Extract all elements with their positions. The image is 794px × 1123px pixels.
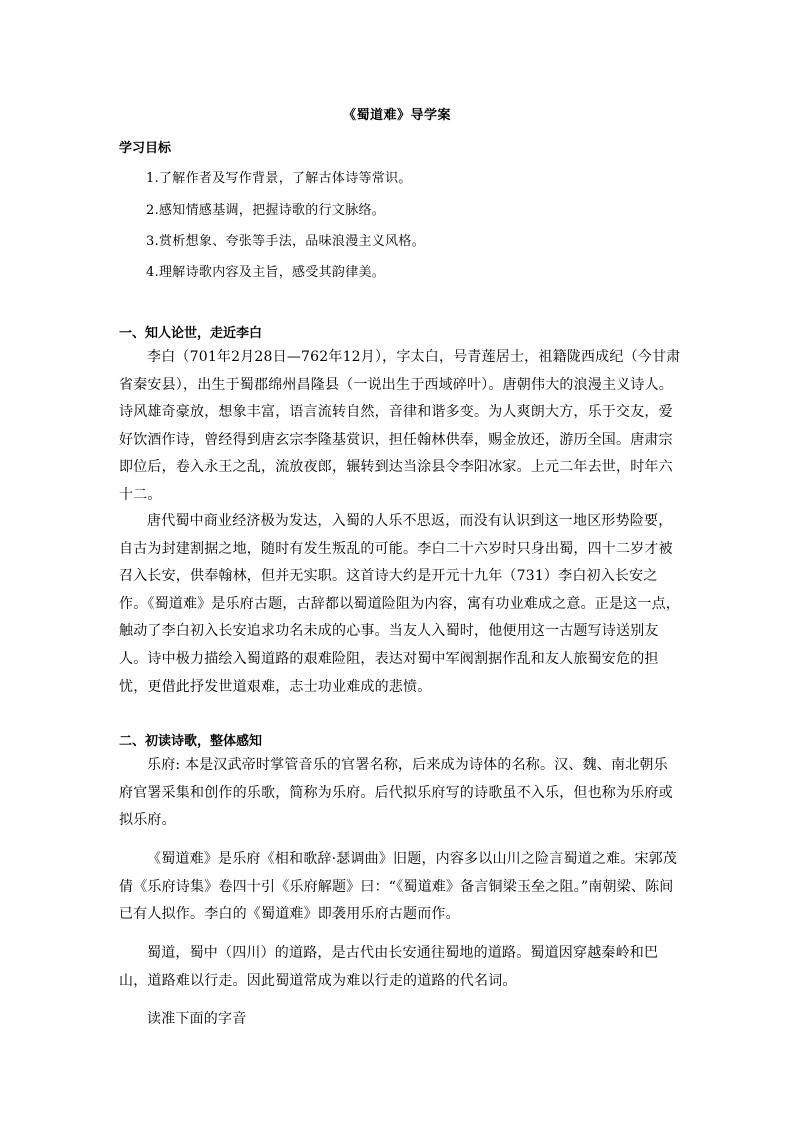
goal-item-4: 4.理解诗歌内容及主旨，感受其韵律美。: [146, 265, 386, 280]
section2-paragraph-yuefu: 乐府: 本是汉武帝时掌管音乐的官署名称，后来成为诗体的名称。汉、魏、南北朝乐府官署采集和创作的乐歌，简称为乐府。后代拟乐府写的诗歌虽不入乐，但也称为乐府或拟乐府。: [119, 757, 673, 829]
section1-paragraph-background: 唐代蜀中商业经济极为发达，入蜀的人乐不思返，而没有认识到这一地区形势险要，自古为封建割据之地，随时有发生叛乱的可能。李白二十六岁时只身出蜀，四十二岁才被召入长安，供奉翰林，但并无实职。这首诗大约是开元十九年（731）李白初入长安之作。《蜀道难》是乐府古题，古辞都以蜀道险阻为内容，寓有功业难成之意。正是这一点，触动了李白初入长安追求功名未成的心事。当友人入蜀时，他便用这一古题写诗送别友人。诗中极力描绘入蜀道路的艰难险阻，表达对蜀中军阀割据作乱和友人旅蜀安危的担忧，更借此抒发世道艰难，志士功业难成的悲愤。: [119, 513, 680, 695]
goal-item-3: 3.赏析想象、夸张等手法，品味浪漫主义风格。: [146, 234, 426, 249]
section2-paragraph-pronunciation: 读准下面的字音: [147, 1011, 247, 1027]
document-title: 《蜀道难》导学案: [342, 108, 451, 123]
section2-heading: 二、初读诗歌，整体感知: [119, 734, 263, 749]
goal-item-1: 1.了解作者及写作背景，了解古体诗等常识。: [146, 171, 412, 186]
section1-heading: 一、知人论世，走近李白: [119, 326, 263, 341]
section2-paragraph-title-origin: 《蜀道难》是乐府《相和歌辞·瑟调曲》旧题，内容多以山川之险言蜀道之难。宋郭茂倩《乐府诗集》卷四十引《乐府解题》曰：“《蜀道难》备言铜梁玉垒之阻。”南朝梁、陈间已有人拟作。李白的《蜀道难》即袭用乐府古题而作。: [119, 851, 678, 923]
section2-paragraph-shudao: 蜀道，蜀中（四川）的道路，是古代由长安通往蜀地的道路。蜀道因穿越秦岭和巴山，道路难以行走。因此蜀道常成为难以行走的道路的代名词。: [119, 945, 659, 989]
goal-item-2: 2.感知情感基调，把握诗歌的行文脉络。: [146, 203, 386, 218]
goals-heading: 学习目标: [119, 141, 172, 156]
section1-paragraph-author: 李白（701年2月28日—762年12月），字太白，号青莲居士，祖籍陇西成纪（今甘肃省秦安县），出生于蜀郡绵州昌隆县（一说出生于西域碎叶）。唐朝伟大的浪漫主义诗人。诗风雄奇豪放，想象丰富，语言流转自然，音律和谐多变。为人爽朗大方，乐于交友，爱好饮酒作诗，曾经得到唐玄宗李隆基赏识，担任翰林供奉，赐金放还，游历全国。唐肃宗即位后，卷入永王之乱，流放夜郎，辗转到达当涂县令李阳冰家。上元二年去世，时年六十二。: [119, 349, 681, 503]
